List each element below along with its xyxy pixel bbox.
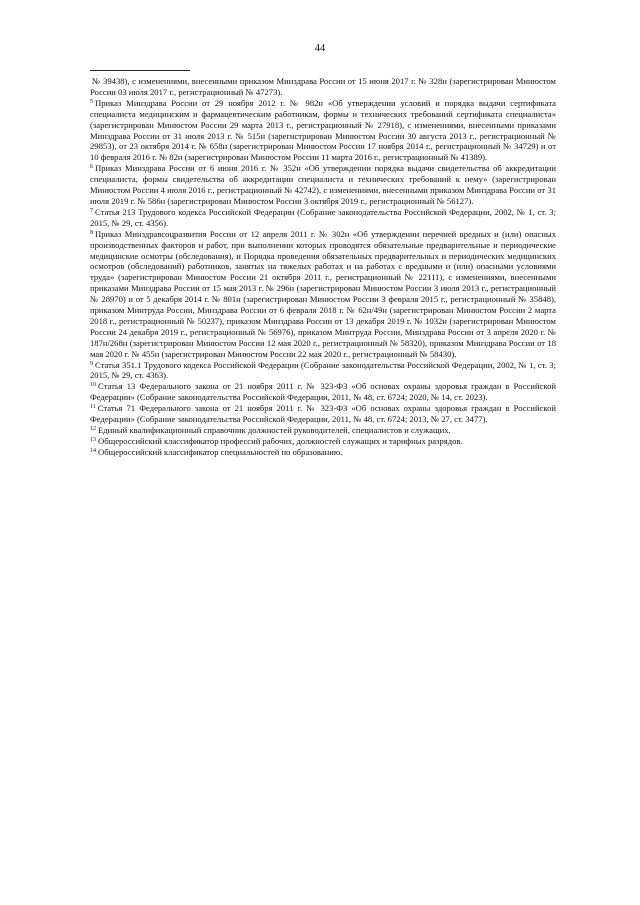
footnote-text: Общероссийский классификатор специальностей по образованию.: [98, 446, 343, 457]
footnote-10: [90, 381, 556, 403]
footnote-mark: 5: [90, 98, 93, 105]
footnote-text: Приказ Минздрава России от 29 ноября 2012 г. № 982н «Об утверждении условий и порядка выдачи сертификата специалиста медицинским и фармацевтическим работникам, формы и технических требований сертификата специалиста» (зарегистрирован Минюстом России 29 марта 2013 г., регистрационный № 27918), с изменениями, внесенными приказами Минздрава России от 31 июля 2013 г. № 515н (зарегистрирован Минюстом России 30 августа 2013 г., регистрационный № 29853), от 23 октября 2014 г. № 658н (зарегистрирован Минюстом России 17 ноября 2014 г., регистрационный № 34729) и от 10 февраля 2016 г. № 82н (зарегистрирован Минюстом России 11 марта 2016 г., регистрационный № 41389).: [90, 97, 556, 163]
footnote-mark: 9: [90, 360, 93, 367]
footnote-8: [90, 229, 556, 360]
footnote-text: Статья 71 Федерального закона от 21 ноября 2011 г. № 323-ФЗ «Об основах охраны здоровья граждан в Российской Федерации» (Собрание законодательства Российской Федерации, 2011, № 48, ст. 6724; 2013, № 27, ст. 3477).: [90, 403, 556, 425]
footnote-text: Статья 351.1 Трудового кодекса Российской Федерации (Собрание законодательства Российской Федерации, 2002, № 1, ст. 3; 2015, № 29, ст. 4363).: [90, 359, 556, 381]
footnote-continuation: [90, 76, 556, 98]
footnote-mark: 14: [90, 447, 96, 454]
footnotes-block: [90, 76, 556, 458]
footnote-12: [90, 425, 556, 436]
footnote-separator: [90, 70, 190, 71]
footnote-mark: 6: [90, 164, 93, 171]
footnote-mark: 7: [90, 207, 93, 214]
footnote-text: Приказ Минздравсоцразвития России от 12 апреля 2011 г. № 302н «Об утверждении перечней вредных и (или) опасных производственных факторов и работ, при выполнении которых проводятся обязательные предварительные и периодические медицинские осмотры (обследования), и Порядка проведения обязательных предварительных и периодических медицинских осмотров (обследований) работников, занятых на тяжелых работах и на работах с вредными и (или) опасными условиями труда» (зарегистрирован Минюстом России 21 октября 2011 г., регистрационный № 22111), с изменениями, внесенными приказами Минздрава России от 15 мая 2013 г. № 296н (зарегистрирован Минюстом России 3 июля 2013 г., регистрационный № 28970) и от 5 декабря 2014 г. № 801н (зарегистрирован Минюстом России 3 февраля 2015 г., регистрационный № 35848), приказом Минтруда России, Минздрава России от 6 февраля 2018 г. № 62н/49н (зарегистрирован Минюстом России 2 марта 2018 г., регистрационный № 50237), приказом Минздрава России от 13 декабря 2019 г. № 1032н (зарегистрирован Минюстом России 24 декабря 2019 г., регистрационный № 56976), приказом Минтруда России, Минздрава России от 3 апреля 2020 г. № 187н/268н (зарегистрирован Минюстом России 12 мая 2020 г., регистрационный № 58320), приказом Минздрава России от 18 мая 2020 г. № 455н (зарегистрирован Минюстом России 22 мая 2020 г., регистрационный № 58430).: [90, 228, 556, 359]
footnote-13: [90, 436, 556, 447]
footnote-mark: 8: [90, 229, 93, 236]
footnote-text: Единый квалификационный справочник должностей руководителей, специалистов и служащих.: [98, 425, 451, 435]
footnote-mark: 10: [90, 382, 96, 389]
footnote-6: [90, 163, 556, 207]
footnote-7: [90, 207, 556, 229]
footnote-mark: 12: [90, 426, 96, 432]
footnote-mark: 11: [90, 404, 96, 411]
footnote-mark: 13: [90, 436, 96, 443]
footnote-text: Приказ Минздрава России от 6 июня 2016 г. № 352н «Об утверждении порядка выдачи свидетельства об аккредитации специалиста, формы свидетельства об аккредитации специалиста и технических требований к нему» (зарегистрирован Минюстом России 4 июля 2016 г., регистрационный № 42742), с изменениями, внесенными приказом Минздрава России от 31 июля 2019 г. № 586н (зарегистрирован Минюстом России 3 октября 2019 г., регистрационный № 56127).: [90, 163, 556, 206]
footnote-text: Статья 13 Федерального закона от 21 ноября 2011 г. № 323-ФЗ «Об основах охраны здоровья граждан в Российской Федерации» (Собрание законодательства Российской Федерации, 2011, № 48, ст. 6724; 2020, № 14, ст. 2023).: [90, 381, 556, 403]
footnote-text: Статья 213 Трудового кодекса Российской Федерации (Собрание законодательства Российской Федерации, 2002, № 1, ст. 3; 2015, № 29, ст. 4356).: [90, 206, 556, 228]
page-number: 44: [314, 43, 326, 54]
footnote-11: [90, 403, 556, 425]
footnote-text: Общероссийский классификатор профессий рабочих, должностей служащих и тарифных разрядов.: [98, 435, 463, 446]
footnote-14: [90, 447, 556, 458]
footnote-9: [90, 360, 556, 382]
footnote-5: [90, 98, 556, 163]
footnote-text: № 39438), с изменениями, внесенными приказом Минздрава России от 15 июня 2017 г. № 328н (зарегистрирован Минюстом России 03 июля 2017 г., регистрационный № 47273).: [90, 76, 556, 97]
